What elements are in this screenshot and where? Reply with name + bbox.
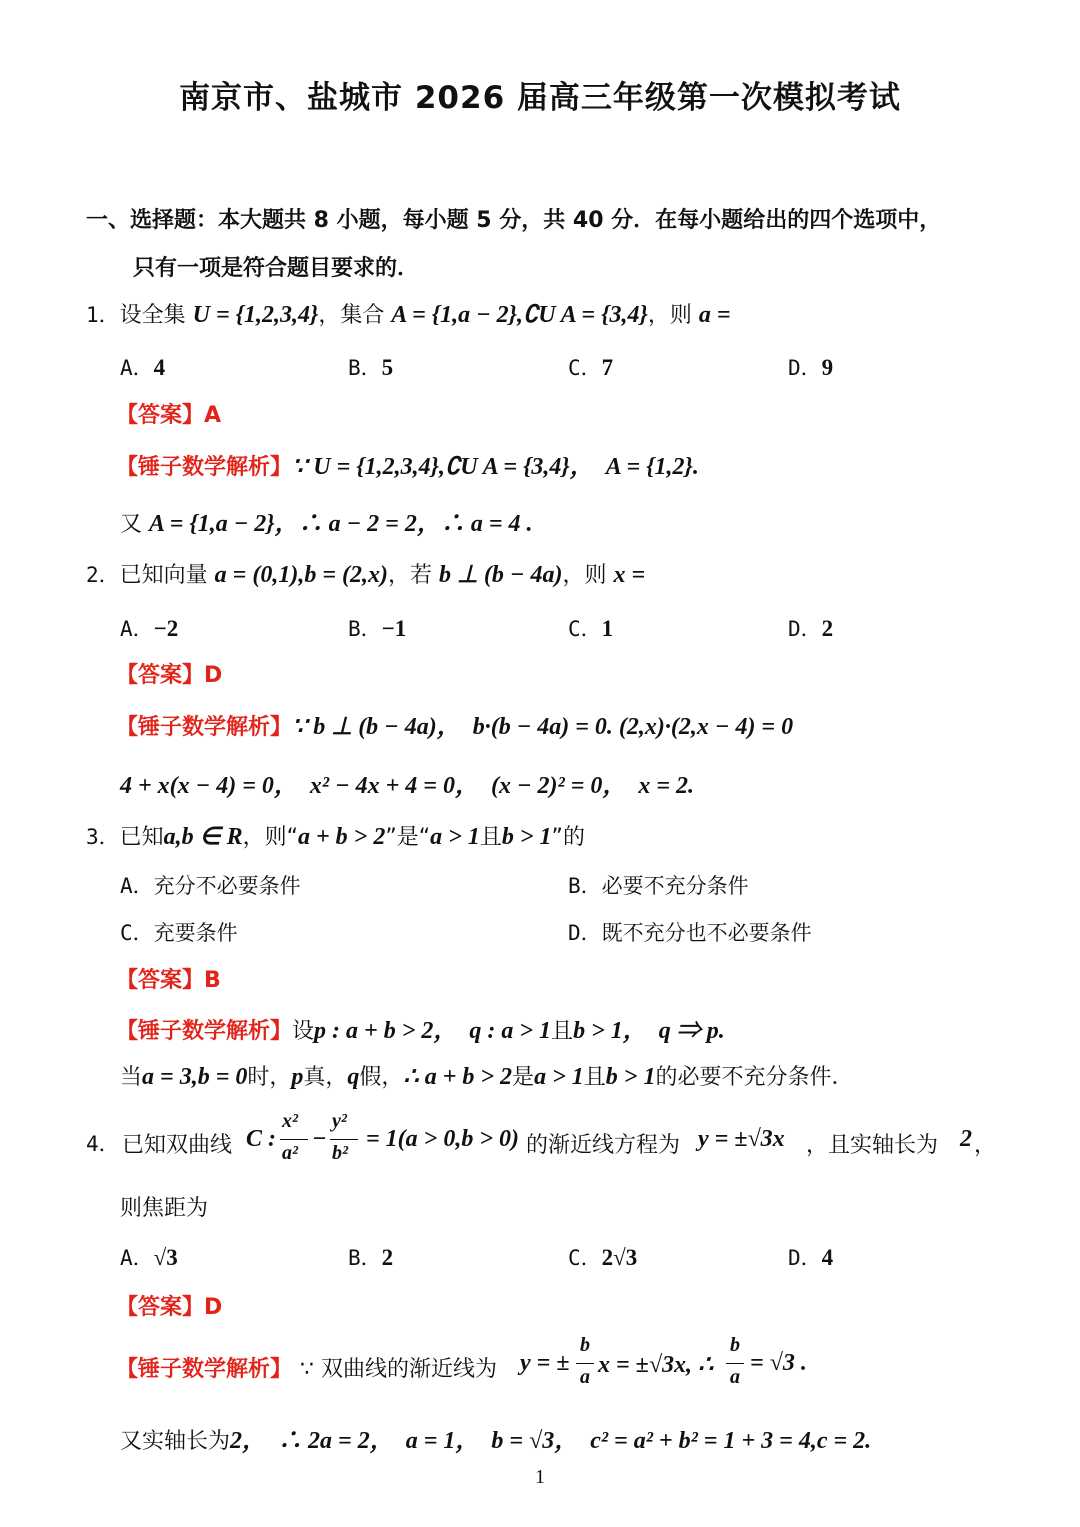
option-d: D．既不充分也不必要条件 — [568, 921, 812, 945]
page-number: 1 — [535, 1466, 545, 1488]
option-d: D．4 — [788, 1245, 834, 1270]
section-heading-line1: 一、选择题：本大题共 8 小题，每小题 5 分，共 40 分．在每小题给出的四个选项中， — [86, 208, 942, 233]
math: a = — [698, 302, 731, 328]
option-a: A．充分不必要条件 — [120, 874, 301, 898]
math: 2， ∴ 2a = 2， a = 1， b = √3， c² = a² + b² = 1 + 3 = 4,c = 2. — [230, 1428, 872, 1454]
option-c: C．充要条件 — [120, 921, 238, 945]
option-c: C．2√3 — [568, 1245, 638, 1270]
math: A = {1,a − 2},∁U A = {3,4} — [391, 302, 648, 328]
option-d: D．9 — [788, 355, 834, 380]
fraction-bar — [280, 1139, 308, 1140]
option-a: A．√3 — [120, 1245, 178, 1270]
math: U = {1,2,3,4} — [192, 302, 319, 328]
analysis-label: 【锤子数学解析】 — [116, 455, 293, 480]
analysis-1-line2: 又 A = {1,a − 2}，∴ a − 2 = 2，∴ a = 4 . — [120, 511, 533, 537]
math: A = {1,a − 2}，∴ a − 2 = 2，∴ a = 4 . — [149, 511, 533, 537]
answer-value: D — [204, 663, 223, 688]
answer-label: 【答案】 — [116, 403, 205, 428]
math: ∵ U = {1,2,3,4},∁U A = {3,4}， A = {1,2}. — [292, 454, 699, 480]
page-title: 南京市、盐城市 2026 届高三年级第一次模拟考试 — [179, 80, 901, 116]
question-2: 2．已知向量 a = (0,1),b = (2,x)，若 b ⊥ (b − 4a)，则 x = — [86, 562, 646, 588]
question-number: 1． — [86, 303, 120, 327]
section-heading-line2: 只有一项是符合题目要求的． — [133, 256, 420, 281]
question-4-line2: 则焦距为 — [120, 1196, 209, 1221]
question-text: ，则 — [647, 303, 692, 328]
answer-2: 【答案】D — [116, 663, 223, 688]
question-number: 2． — [86, 563, 120, 587]
question-3: 3．已知a,b ∈ R，则“a + b > 2”是“a > 1且b > 1”的 — [86, 824, 585, 850]
option-b: B．必要不充分条件 — [568, 874, 749, 898]
fraction-bar — [330, 1139, 358, 1140]
option-a: A．4 — [120, 355, 166, 380]
analysis-4-line2: 又实轴长为2， ∴ 2a = 2， a = 1， b = √3， c² = a² + b² = 1 + 3 = 4,c = 2. — [120, 1428, 872, 1454]
answer-3: 【答案】B — [116, 968, 221, 993]
answer-value: A — [204, 403, 222, 428]
math: b ⊥ (b − 4a) — [439, 562, 563, 588]
option-c: C．1 — [568, 616, 614, 641]
option-a: A．−2 — [120, 616, 179, 641]
analysis-2-line2 — [120, 765, 694, 800]
question-text: ，集合 — [318, 303, 385, 328]
question-text: 设全集 — [119, 303, 186, 328]
analysis-3-line2: 当a = 3,b = 0时，p真，q假，∴ a + b > 2是a > 1且b > 1的必要不充分条件． — [120, 1064, 854, 1090]
math: 4 + x(x − 4) = 0， x² − 4x + 4 = 0， (x − 2)² = 0， x = 2. — [120, 773, 695, 799]
math: x = — [613, 562, 646, 588]
option-c: C．7 — [568, 355, 614, 380]
math: ∵ b ⊥ (b − 4a)， b·(b − 4a) = 0. (2,x)·(2,x − 4) = 0 — [292, 714, 794, 740]
option-d: D．2 — [788, 616, 834, 641]
option-b: B．2 — [348, 1245, 394, 1270]
option-b: B．5 — [348, 355, 394, 380]
fraction-bar — [726, 1363, 744, 1364]
analysis-2-line1: 【锤子数学解析】∵ b ⊥ (b − 4a)， b·(b − 4a) = 0. (2,x)·(2,x − 4) = 0 — [116, 714, 794, 740]
fraction-bar — [576, 1363, 594, 1364]
answer-value: B — [204, 968, 221, 993]
question-1 — [86, 298, 731, 329]
analysis-1-line1 — [116, 446, 699, 481]
option-b: B．−1 — [348, 616, 407, 641]
answer-value: D — [204, 1295, 223, 1320]
answer-1 — [116, 398, 221, 429]
exam-page: 南京市、盐城市 2026 届高三年级第一次模拟考试 一、选择题：本大题共 8 小题，每小题 5 分，共 40 分．在每小题给出的四个选项中， 只有一项是符合题目要求的． 1．设全集 U = {1,2,3,4}，集合 A = {1,a − 2},∁U A = {3,4}，则 a = A．4 B．5 C．7 D．9 【答案】A 【锤子数学解析】∵ U = {1,2,3,4},∁U A = {3,4}， A = {1,2}. 又 A = {1,a − 2}，∴ a − 2 = 2，∴ a = 4 . 2．已知向量 a = (0,1),b = (2,x)，若 b ⊥ (b − 4a)，则 x = A．−2 B．−1 C．1 D．2 【答案】D 【锤子数学解析】∵ b ⊥ (b − 4a)， b·(b − 4a) = 0. (2,x)·(2,x − 4) = 0 4 + x(x − 4) = 0， x² − 4x + 4 = 0， (x − 2)² = 0， x = 2. 3．已知a,b ∈ R，则“a + b > 2”是“a > 1且b > 1”的 A．充分不必要条件 B．必要不充分条件 C．充要条件 D．既不充分也不必要条件 【答案】B 【锤子数学解析】设p : a + b > 2， q : a > 1且b > 1， q ⇒ p. 当a = 3,b = 0时，p真，q假，∴ a + b > 2是a > 1且b > 1的必要不充分条件． 4． 已知双曲线 C : x² a² − y² b² = 1(a > 0,b > 0) 的渐近线方程为 y = ±√3x ，且实轴长为 2 ， 则焦距为 A．√3 B．2 C．2√3 D．4 【答案】D 【锤子数学解析】 ∵ 双曲线的渐近线为 y = ± b a x = ±√3x, ∴ b a = √3 . 又实轴长为2， ∴ 2a = 2， a = 1， b = √3， c² = a² + b² = 1 + 3 = 4,c = 2. 1 — [0, 0, 1080, 1527]
analysis-3-line1: 【锤子数学解析】设p : a + b > 2， q : a > 1且b > 1， q ⇒ p. — [116, 1018, 725, 1044]
answer-4: 【答案】D — [116, 1295, 223, 1320]
math: a = (0,1),b = (2,x) — [214, 562, 388, 588]
